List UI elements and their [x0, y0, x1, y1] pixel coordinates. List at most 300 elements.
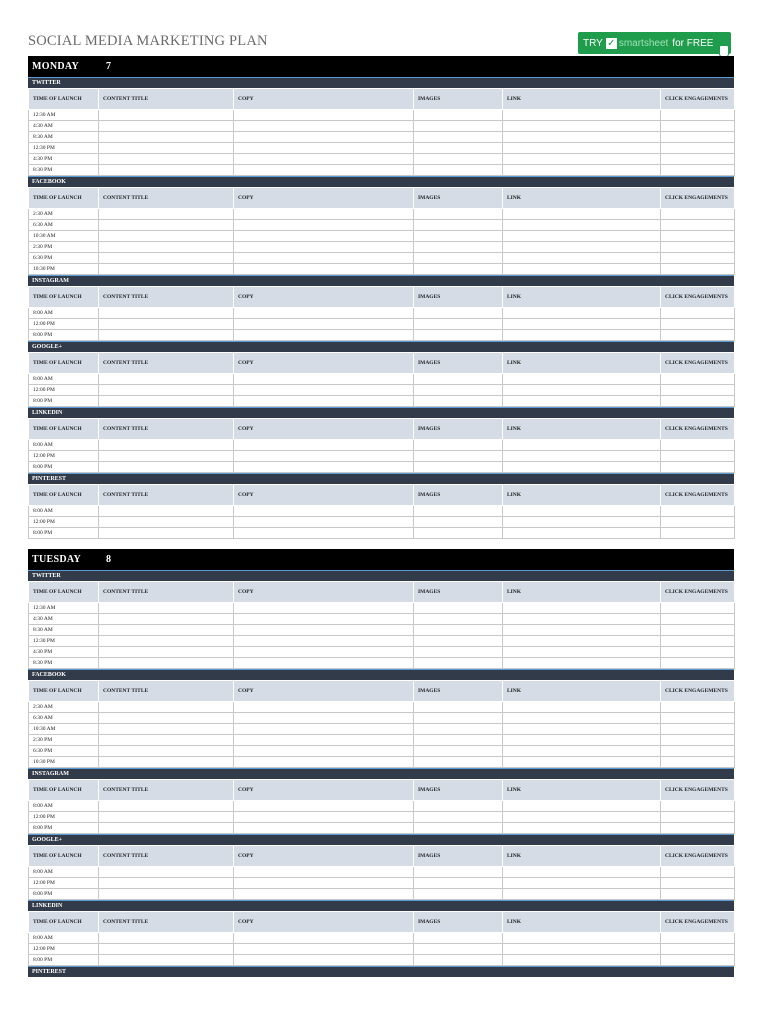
entry-cell[interactable] — [234, 517, 414, 528]
entry-cell[interactable] — [661, 143, 735, 154]
entry-cell[interactable] — [414, 143, 503, 154]
entry-cell[interactable] — [503, 636, 661, 647]
entry-cell[interactable] — [234, 165, 414, 176]
day-date: 8 — [106, 554, 112, 565]
entry-cell[interactable] — [99, 801, 234, 812]
entry-cell[interactable] — [661, 132, 735, 143]
entry-cell[interactable] — [661, 746, 735, 757]
table-row — [29, 702, 735, 713]
entry-cell[interactable] — [99, 603, 234, 614]
entry-cell[interactable] — [414, 944, 503, 955]
column-header: CONTENT TITLE — [99, 681, 234, 702]
entry-cell[interactable] — [661, 603, 735, 614]
entry-cell[interactable] — [503, 308, 661, 319]
time-cell: 8:00 PM — [29, 462, 99, 473]
entry-cell[interactable] — [414, 889, 503, 900]
entry-cell[interactable] — [99, 264, 234, 275]
entry-cell[interactable] — [414, 209, 503, 220]
entry-cell[interactable] — [414, 614, 503, 625]
entry-cell[interactable] — [99, 330, 234, 341]
entry-cell[interactable] — [661, 110, 735, 121]
column-header-row — [29, 287, 735, 308]
entry-cell[interactable] — [99, 625, 234, 636]
time-cell: 6:30 PM — [29, 253, 99, 264]
entry-cell[interactable] — [414, 823, 503, 834]
entry-cell[interactable] — [414, 451, 503, 462]
entry-cell[interactable] — [234, 944, 414, 955]
entry-cell[interactable] — [99, 374, 234, 385]
entry-cell[interactable] — [414, 110, 503, 121]
entry-cell[interactable] — [99, 242, 234, 253]
entry-cell[interactable] — [99, 878, 234, 889]
entry-cell[interactable] — [661, 757, 735, 768]
table-row — [29, 878, 735, 889]
column-header: IMAGES — [414, 912, 503, 933]
entry-cell[interactable] — [661, 735, 735, 746]
entry-cell[interactable] — [503, 658, 661, 669]
entry-cell[interactable] — [414, 933, 503, 944]
entry-cell[interactable] — [414, 165, 503, 176]
entry-cell[interactable] — [99, 440, 234, 451]
entry-cell[interactable] — [661, 154, 735, 165]
entry-cell[interactable] — [99, 506, 234, 517]
entry-cell[interactable] — [503, 724, 661, 735]
time-cell: 8:00 PM — [29, 889, 99, 900]
entry-cell[interactable] — [99, 955, 234, 966]
entry-cell[interactable] — [661, 955, 735, 966]
entry-cell[interactable] — [99, 933, 234, 944]
entry-cell[interactable] — [661, 658, 735, 669]
column-header: TIME OF LAUNCH — [29, 89, 99, 110]
column-header: IMAGES — [414, 353, 503, 374]
entry-cell[interactable] — [503, 220, 661, 231]
table-row — [29, 143, 735, 154]
entry-cell[interactable] — [503, 603, 661, 614]
day-header — [28, 549, 734, 570]
entry-cell[interactable] — [661, 231, 735, 242]
entry-cell[interactable] — [661, 308, 735, 319]
entry-cell[interactable] — [503, 625, 661, 636]
entry-cell[interactable] — [661, 801, 735, 812]
entry-cell[interactable] — [234, 757, 414, 768]
entry-cell[interactable] — [234, 330, 414, 341]
entry-cell[interactable] — [503, 451, 661, 462]
table-row — [29, 165, 735, 176]
entry-cell[interactable] — [414, 878, 503, 889]
entry-cell[interactable] — [503, 757, 661, 768]
time-cell: 12:00 PM — [29, 319, 99, 330]
time-cell: 12:00 PM — [29, 944, 99, 955]
entry-cell[interactable] — [234, 636, 414, 647]
entry-cell[interactable] — [503, 462, 661, 473]
entry-cell[interactable] — [234, 867, 414, 878]
entry-cell[interactable] — [661, 647, 735, 658]
entry-cell[interactable] — [99, 735, 234, 746]
entry-cell[interactable] — [414, 517, 503, 528]
time-cell: 12:30 AM — [29, 603, 99, 614]
time-cell: 8:30 AM — [29, 625, 99, 636]
entry-cell[interactable] — [99, 647, 234, 658]
entry-cell[interactable] — [234, 462, 414, 473]
entry-cell[interactable] — [99, 143, 234, 154]
entry-cell[interactable] — [99, 220, 234, 231]
entry-cell[interactable] — [503, 374, 661, 385]
entry-cell[interactable] — [661, 242, 735, 253]
entry-cell[interactable] — [661, 528, 735, 539]
time-cell: 4:30 AM — [29, 121, 99, 132]
entry-cell[interactable] — [661, 889, 735, 900]
entry-cell[interactable] — [99, 132, 234, 143]
entry-cell[interactable] — [414, 801, 503, 812]
platform-table — [28, 418, 735, 473]
column-header: COPY — [234, 353, 414, 374]
time-cell: 12:00 PM — [29, 517, 99, 528]
entry-cell[interactable] — [99, 867, 234, 878]
entry-cell[interactable] — [661, 121, 735, 132]
entry-cell[interactable] — [503, 121, 661, 132]
entry-cell[interactable] — [414, 757, 503, 768]
entry-cell[interactable] — [234, 319, 414, 330]
platform-table — [28, 286, 735, 341]
entry-cell[interactable] — [661, 702, 735, 713]
entry-cell[interactable] — [99, 658, 234, 669]
entry-cell[interactable] — [414, 647, 503, 658]
entry-cell[interactable] — [234, 231, 414, 242]
entry-cell[interactable] — [414, 440, 503, 451]
entry-cell[interactable] — [99, 308, 234, 319]
entry-cell[interactable] — [503, 801, 661, 812]
entry-cell[interactable] — [661, 264, 735, 275]
entry-cell[interactable] — [234, 647, 414, 658]
column-header: LINK — [503, 780, 661, 801]
entry-cell[interactable] — [414, 528, 503, 539]
entry-cell[interactable] — [661, 253, 735, 264]
time-cell: 10:30 PM — [29, 757, 99, 768]
table-row — [29, 944, 735, 955]
entry-cell[interactable] — [661, 636, 735, 647]
time-cell: 8:00 AM — [29, 506, 99, 517]
column-header: COPY — [234, 582, 414, 603]
entry-cell[interactable] — [661, 506, 735, 517]
entry-cell[interactable] — [414, 330, 503, 341]
time-cell: 10:30 PM — [29, 264, 99, 275]
table-row — [29, 713, 735, 724]
entry-cell[interactable] — [99, 944, 234, 955]
entry-cell[interactable] — [234, 702, 414, 713]
entry-cell[interactable] — [503, 440, 661, 451]
entry-cell[interactable] — [503, 528, 661, 539]
entry-cell[interactable] — [661, 724, 735, 735]
time-cell: 6:30 AM — [29, 713, 99, 724]
entry-cell[interactable] — [661, 440, 735, 451]
entry-cell[interactable] — [414, 636, 503, 647]
entry-cell[interactable] — [99, 746, 234, 757]
entry-cell[interactable] — [661, 933, 735, 944]
column-header-row — [29, 912, 735, 933]
column-header: COPY — [234, 419, 414, 440]
entry-cell[interactable] — [503, 889, 661, 900]
time-cell: 8:00 PM — [29, 396, 99, 407]
time-cell: 12:30 AM — [29, 110, 99, 121]
entry-cell[interactable] — [99, 396, 234, 407]
entry-cell[interactable] — [99, 121, 234, 132]
entry-cell[interactable] — [234, 658, 414, 669]
entry-cell[interactable] — [503, 132, 661, 143]
entry-cell[interactable] — [414, 231, 503, 242]
column-header: LINK — [503, 89, 661, 110]
entry-cell[interactable] — [99, 812, 234, 823]
entry-cell[interactable] — [234, 823, 414, 834]
entry-cell[interactable] — [503, 517, 661, 528]
entry-cell[interactable] — [99, 165, 234, 176]
entry-cell[interactable] — [234, 374, 414, 385]
time-cell: 12:00 PM — [29, 812, 99, 823]
entry-cell[interactable] — [503, 823, 661, 834]
entry-cell[interactable] — [234, 878, 414, 889]
table-row — [29, 735, 735, 746]
day-date: 7 — [106, 61, 112, 72]
entry-cell[interactable] — [503, 812, 661, 823]
entry-cell[interactable] — [234, 440, 414, 451]
entry-cell[interactable] — [414, 603, 503, 614]
entry-cell[interactable] — [414, 396, 503, 407]
column-header: TIME OF LAUNCH — [29, 485, 99, 506]
entry-cell[interactable] — [503, 242, 661, 253]
column-header: LINK — [503, 912, 661, 933]
entry-cell[interactable] — [661, 878, 735, 889]
try-smartsheet-button[interactable] — [578, 32, 731, 54]
column-header: CLICK ENGAGEMENTS — [661, 912, 735, 933]
entry-cell[interactable] — [661, 220, 735, 231]
entry-cell[interactable] — [234, 801, 414, 812]
entry-cell[interactable] — [414, 253, 503, 264]
entry-cell[interactable] — [414, 867, 503, 878]
entry-cell[interactable] — [234, 308, 414, 319]
table-row — [29, 253, 735, 264]
entry-cell[interactable] — [503, 253, 661, 264]
entry-cell[interactable] — [99, 319, 234, 330]
entry-cell[interactable] — [661, 614, 735, 625]
column-header: CLICK ENGAGEMENTS — [661, 188, 735, 209]
entry-cell[interactable] — [503, 506, 661, 517]
entry-cell[interactable] — [234, 746, 414, 757]
entry-cell[interactable] — [414, 658, 503, 669]
entry-cell[interactable] — [234, 889, 414, 900]
entry-cell[interactable] — [234, 812, 414, 823]
entry-cell[interactable] — [234, 528, 414, 539]
time-cell: 8:00 PM — [29, 330, 99, 341]
entry-cell[interactable] — [661, 713, 735, 724]
table-row — [29, 801, 735, 812]
entry-cell[interactable] — [414, 121, 503, 132]
entry-cell[interactable] — [99, 757, 234, 768]
platform-header: TWITTER — [28, 570, 734, 581]
time-cell: 8:00 AM — [29, 933, 99, 944]
entry-cell[interactable] — [414, 735, 503, 746]
entry-cell[interactable] — [234, 121, 414, 132]
entry-cell[interactable] — [99, 614, 234, 625]
column-header: TIME OF LAUNCH — [29, 681, 99, 702]
entry-cell[interactable] — [414, 462, 503, 473]
entry-cell[interactable] — [99, 702, 234, 713]
entry-cell[interactable] — [414, 264, 503, 275]
entry-cell[interactable] — [414, 132, 503, 143]
entry-cell[interactable] — [414, 506, 503, 517]
entry-cell[interactable] — [234, 154, 414, 165]
table-row — [29, 374, 735, 385]
entry-cell[interactable] — [234, 713, 414, 724]
table-row — [29, 889, 735, 900]
entry-cell[interactable] — [234, 110, 414, 121]
entry-cell[interactable] — [414, 242, 503, 253]
entry-cell[interactable] — [414, 746, 503, 757]
entry-cell[interactable] — [503, 165, 661, 176]
entry-cell[interactable] — [99, 231, 234, 242]
column-header: COPY — [234, 780, 414, 801]
entry-cell[interactable] — [234, 614, 414, 625]
entry-cell[interactable] — [661, 451, 735, 462]
entry-cell[interactable] — [234, 603, 414, 614]
entry-cell[interactable] — [99, 636, 234, 647]
table-row — [29, 154, 735, 165]
column-header: CONTENT TITLE — [99, 582, 234, 603]
entry-cell[interactable] — [99, 713, 234, 724]
entry-cell[interactable] — [661, 385, 735, 396]
entry-cell[interactable] — [661, 209, 735, 220]
page-title: SOCIAL MEDIA MARKETING PLAN — [28, 33, 268, 49]
entry-cell[interactable] — [503, 154, 661, 165]
entry-cell[interactable] — [234, 506, 414, 517]
entry-cell[interactable] — [99, 154, 234, 165]
entry-cell[interactable] — [503, 746, 661, 757]
entry-cell[interactable] — [414, 955, 503, 966]
entry-cell[interactable] — [661, 823, 735, 834]
entry-cell[interactable] — [503, 209, 661, 220]
entry-cell[interactable] — [503, 944, 661, 955]
entry-cell[interactable] — [503, 264, 661, 275]
entry-cell[interactable] — [503, 867, 661, 878]
column-header: CLICK ENGAGEMENTS — [661, 419, 735, 440]
entry-cell[interactable] — [414, 713, 503, 724]
entry-cell[interactable] — [414, 625, 503, 636]
table-row — [29, 812, 735, 823]
entry-cell[interactable] — [234, 451, 414, 462]
entry-cell[interactable] — [503, 955, 661, 966]
entry-cell[interactable] — [503, 735, 661, 746]
entry-cell[interactable] — [503, 143, 661, 154]
entry-cell[interactable] — [234, 220, 414, 231]
entry-cell[interactable] — [503, 396, 661, 407]
entry-cell[interactable] — [661, 165, 735, 176]
entry-cell[interactable] — [99, 889, 234, 900]
entry-cell[interactable] — [661, 517, 735, 528]
entry-cell[interactable] — [99, 209, 234, 220]
entry-cell[interactable] — [661, 462, 735, 473]
time-cell: 8:00 AM — [29, 374, 99, 385]
table-row — [29, 110, 735, 121]
entry-cell[interactable] — [661, 396, 735, 407]
entry-cell[interactable] — [661, 330, 735, 341]
column-header: LINK — [503, 681, 661, 702]
entry-cell[interactable] — [503, 878, 661, 889]
entry-cell[interactable] — [234, 264, 414, 275]
entry-cell[interactable] — [503, 713, 661, 724]
entry-cell[interactable] — [99, 724, 234, 735]
entry-cell[interactable] — [414, 374, 503, 385]
time-cell: 8:30 PM — [29, 658, 99, 669]
table-row — [29, 867, 735, 878]
table-row — [29, 517, 735, 528]
entry-cell[interactable] — [234, 253, 414, 264]
entry-cell[interactable] — [234, 143, 414, 154]
entry-cell[interactable] — [234, 385, 414, 396]
entry-cell[interactable] — [661, 867, 735, 878]
entry-cell[interactable] — [661, 374, 735, 385]
entry-cell[interactable] — [234, 242, 414, 253]
table-row — [29, 528, 735, 539]
entry-cell[interactable] — [661, 944, 735, 955]
entry-cell[interactable] — [414, 812, 503, 823]
entry-cell[interactable] — [234, 209, 414, 220]
platform-header: TWITTER — [28, 77, 734, 88]
column-header-row — [29, 780, 735, 801]
entry-cell[interactable] — [661, 625, 735, 636]
entry-cell[interactable] — [414, 308, 503, 319]
entry-cell[interactable] — [234, 933, 414, 944]
table-row — [29, 823, 735, 834]
entry-cell[interactable] — [234, 396, 414, 407]
entry-cell[interactable] — [414, 385, 503, 396]
entry-cell[interactable] — [99, 823, 234, 834]
entry-cell[interactable] — [503, 330, 661, 341]
entry-cell[interactable] — [99, 451, 234, 462]
entry-cell[interactable] — [503, 231, 661, 242]
entry-cell[interactable] — [503, 702, 661, 713]
entry-cell[interactable] — [234, 735, 414, 746]
entry-cell[interactable] — [99, 110, 234, 121]
table-row — [29, 636, 735, 647]
entry-cell[interactable] — [661, 319, 735, 330]
entry-cell[interactable] — [414, 220, 503, 231]
entry-cell[interactable] — [661, 812, 735, 823]
entry-cell[interactable] — [99, 385, 234, 396]
entry-cell[interactable] — [99, 462, 234, 473]
entry-cell[interactable] — [99, 253, 234, 264]
day-section — [28, 549, 734, 977]
entry-cell[interactable] — [503, 614, 661, 625]
entry-cell[interactable] — [414, 319, 503, 330]
entry-cell[interactable] — [99, 528, 234, 539]
entry-cell[interactable] — [99, 517, 234, 528]
entry-cell[interactable] — [503, 319, 661, 330]
entry-cell[interactable] — [234, 625, 414, 636]
entry-cell[interactable] — [234, 132, 414, 143]
entry-cell[interactable] — [414, 154, 503, 165]
column-header: LINK — [503, 188, 661, 209]
entry-cell[interactable] — [503, 647, 661, 658]
entry-cell[interactable] — [414, 702, 503, 713]
entry-cell[interactable] — [503, 110, 661, 121]
platform-header: GOOGLE+ — [28, 341, 734, 352]
table-row — [29, 757, 735, 768]
entry-cell[interactable] — [503, 385, 661, 396]
column-header: COPY — [234, 485, 414, 506]
column-header-row — [29, 582, 735, 603]
entry-cell[interactable] — [234, 724, 414, 735]
entry-cell[interactable] — [234, 955, 414, 966]
entry-cell[interactable] — [414, 724, 503, 735]
entry-cell[interactable] — [503, 933, 661, 944]
